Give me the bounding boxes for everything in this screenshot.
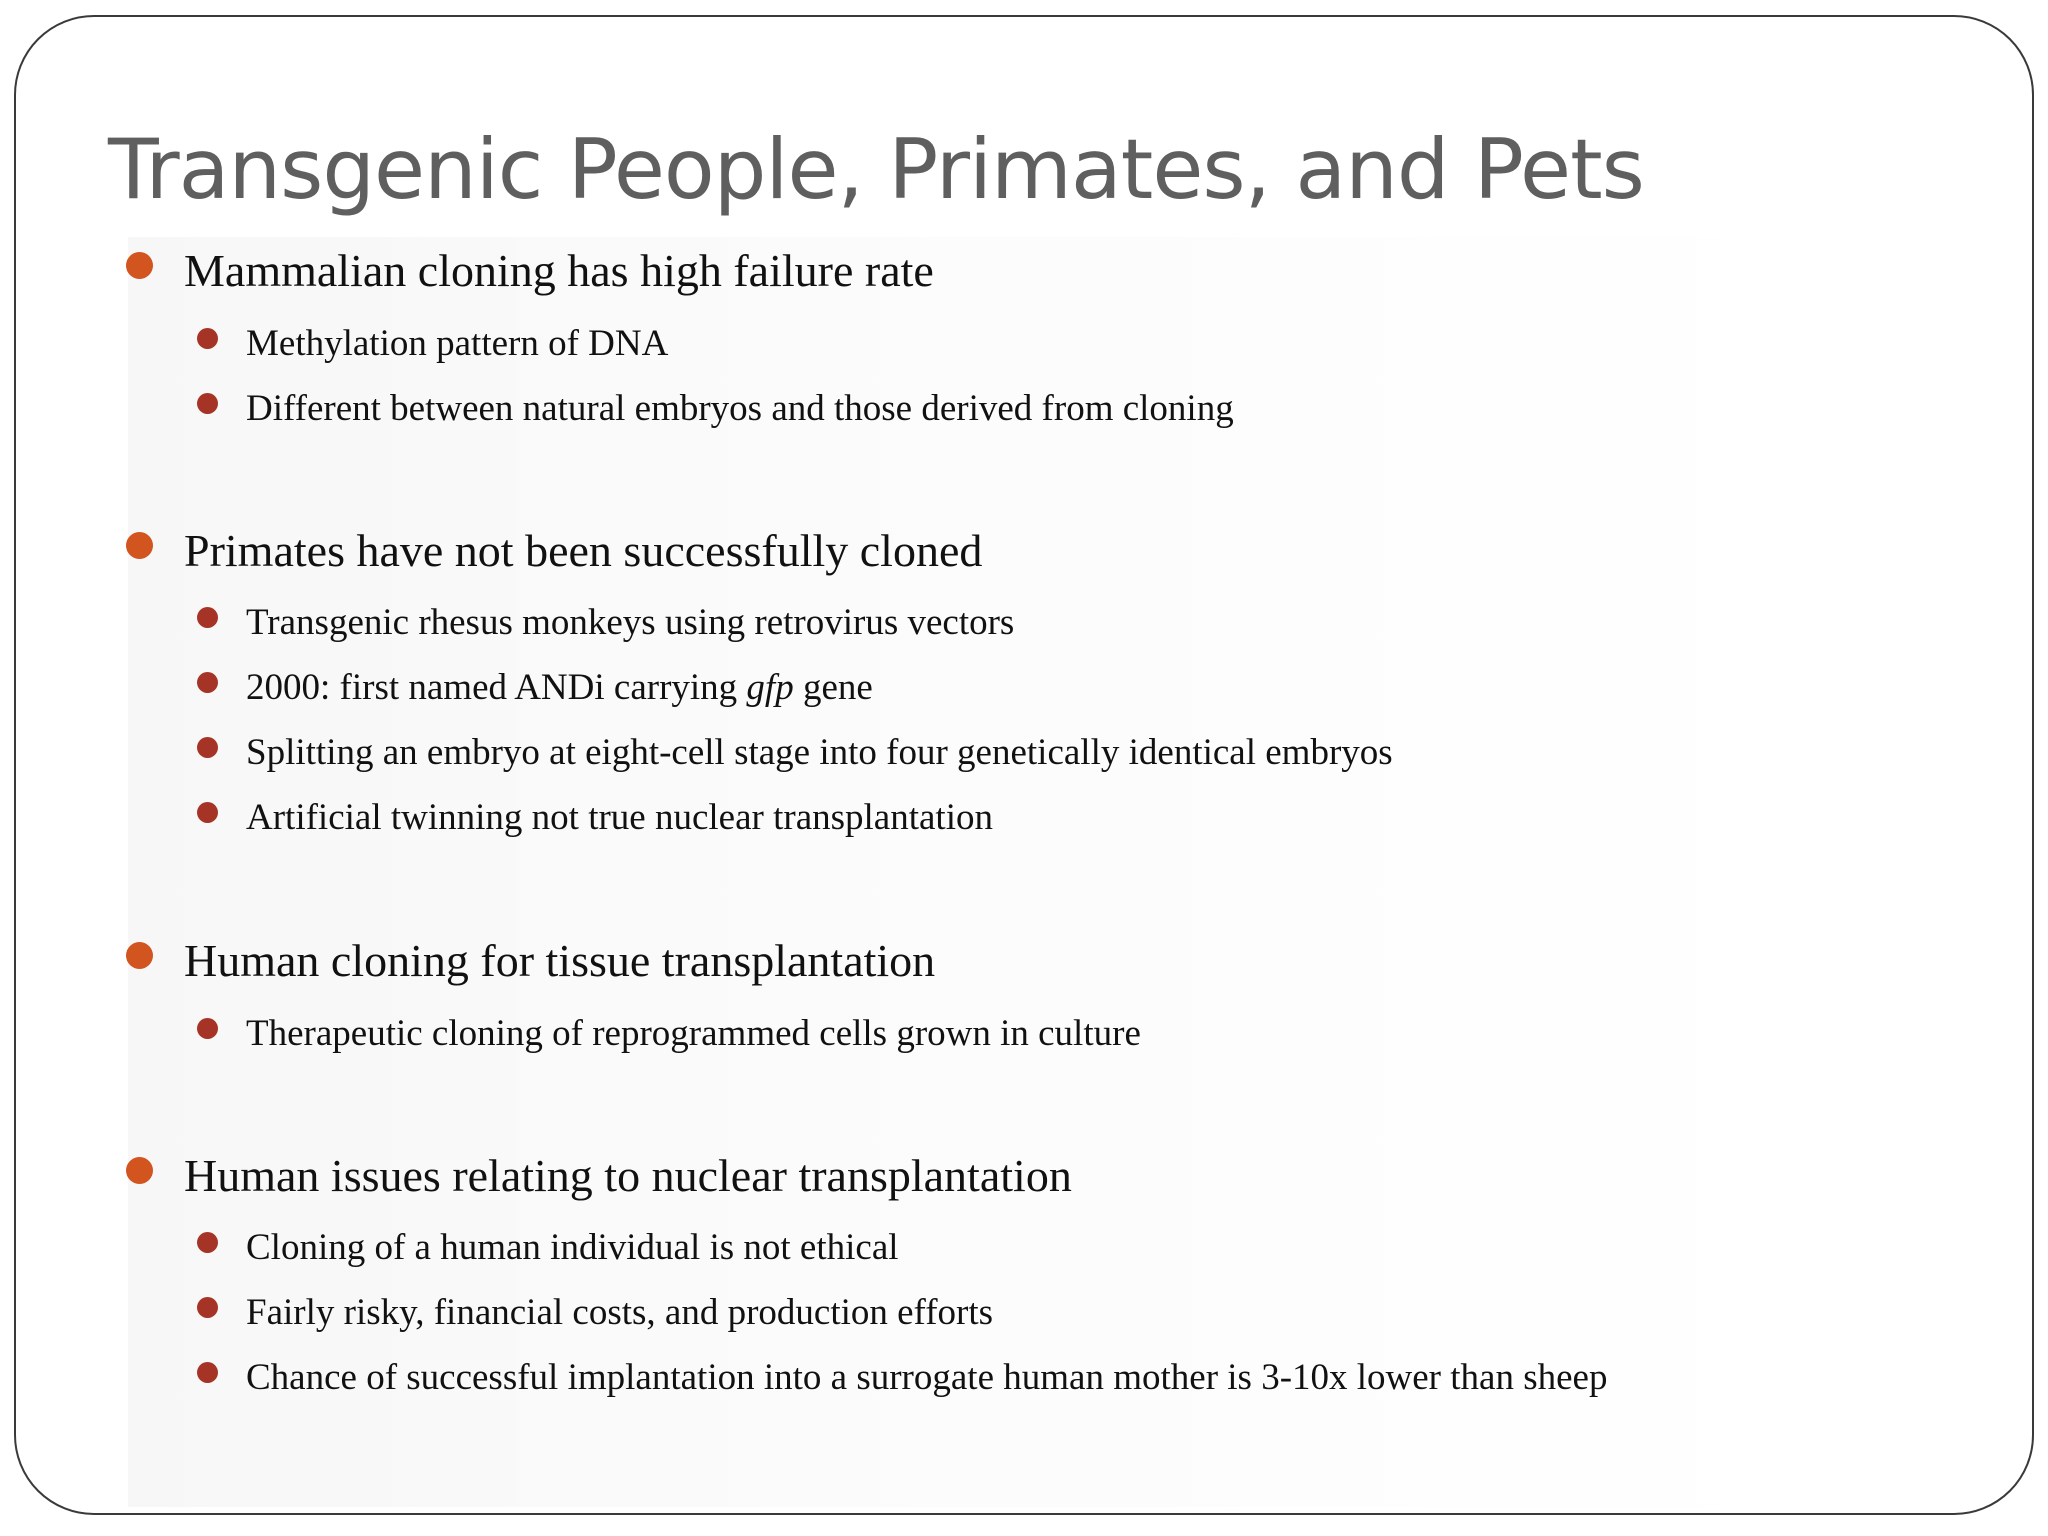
sub-bullet-dot-icon: [197, 328, 218, 349]
sub-bullet: [246, 669, 873, 706]
sub-bullet-dot-icon: [197, 737, 218, 758]
sub-bullet-dot-icon: [197, 672, 218, 693]
slide-title: Transgenic People, Primates, and Pets: [108, 121, 1644, 218]
sub-bullet-text: Therapeutic cloning of reprogrammed cells grown in culture: [246, 1013, 1141, 1054]
sub-bullet-text-before: 2000: first named ANDi carrying: [246, 667, 747, 708]
bullet-heading-text: Mammalian cloning has high failure rate: [184, 245, 934, 296]
bullet-heading: [184, 935, 936, 986]
bullet-heading: [184, 525, 983, 576]
sub-bullet: [246, 604, 1014, 641]
bullet-dot-icon: [126, 942, 153, 969]
sub-bullet-text: Transgenic rhesus monkeys using retrovirus vectors: [246, 602, 1015, 643]
sub-bullet-dot-icon: [197, 607, 218, 628]
sub-bullet: [246, 799, 993, 836]
sub-bullet-dot-icon: [197, 1297, 218, 1318]
bullet-heading-text: Human cloning for tissue transplantation: [184, 935, 936, 986]
sub-bullet-text: Artificial twinning not true nuclear transplantation: [246, 797, 993, 838]
bullet-heading: [184, 245, 934, 296]
sub-bullet: [246, 1229, 899, 1266]
bullet-dot-icon: [126, 532, 153, 559]
sub-bullet-dot-icon: [197, 1232, 218, 1253]
sub-bullet: [246, 1359, 1607, 1396]
sub-bullet: [246, 325, 668, 362]
sub-bullet-dot-icon: [197, 802, 218, 823]
sub-bullet: [246, 734, 1393, 771]
sub-bullet-text: Chance of successful implantation into a surrogate human mother is 3-10x lower than sheep: [246, 1357, 1608, 1398]
sub-bullet-text: Cloning of a human individual is not ethical: [246, 1227, 899, 1268]
sub-bullet: [246, 1294, 993, 1331]
sub-bullet-text-after: gene: [793, 667, 873, 708]
sub-bullet-text: Different between natural embryos and those derived from cloning: [246, 388, 1234, 429]
bullet-heading-text: Primates have not been successfully cloned: [184, 525, 983, 576]
sub-bullet-dot-icon: [197, 393, 218, 414]
sub-bullet: [246, 390, 1234, 427]
sub-bullet-text: Fairly risky, financial costs, and production efforts: [246, 1292, 994, 1333]
sub-bullet-dot-icon: [197, 1362, 218, 1383]
bullet-heading: [184, 1150, 1072, 1201]
bullet-dot-icon: [126, 252, 153, 279]
sub-bullet: [246, 1015, 1141, 1052]
sub-bullet-text: Methylation pattern of DNA: [246, 323, 669, 364]
sub-bullet-text: Splitting an embryo at eight-cell stage into four genetically identical embryos: [246, 732, 1393, 773]
bullet-dot-icon: [126, 1157, 153, 1184]
sub-bullet-dot-icon: [197, 1018, 218, 1039]
sub-bullet-text-italic: gfp: [746, 667, 794, 708]
bullet-heading-text: Human issues relating to nuclear transplantation: [184, 1150, 1072, 1201]
